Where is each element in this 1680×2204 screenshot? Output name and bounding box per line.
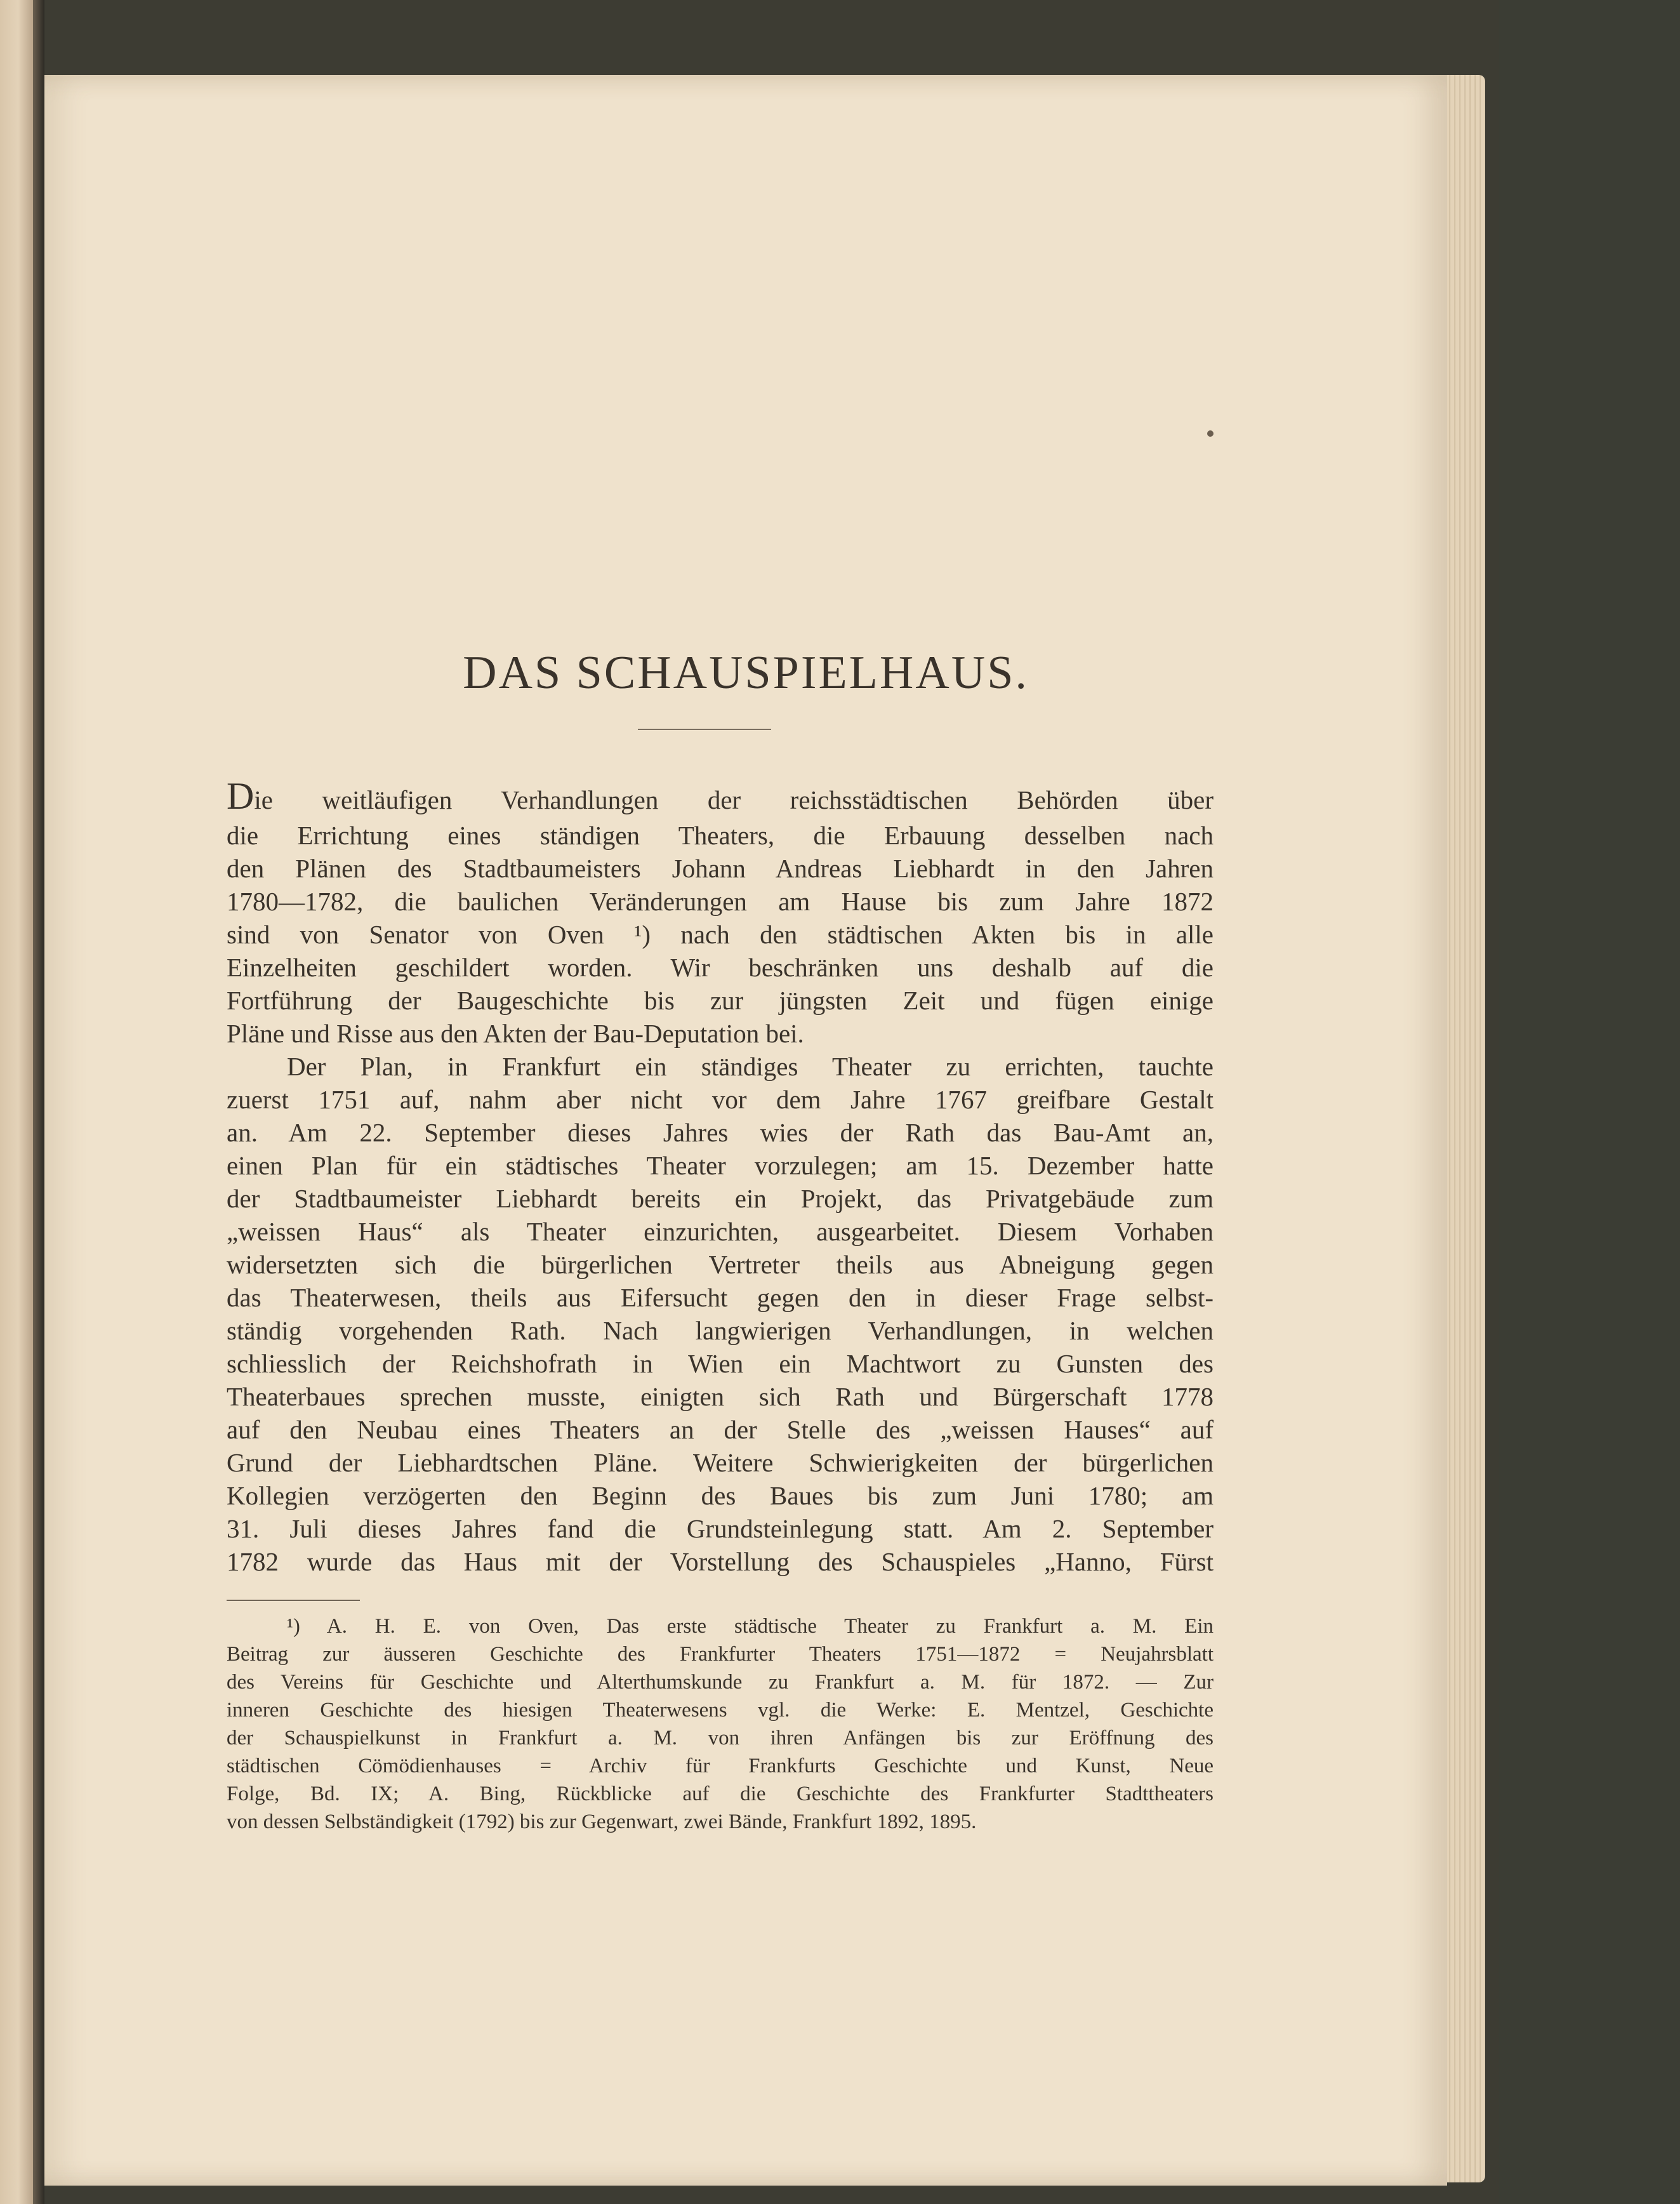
body-line: den Plänen des Stadtbaumeisters Johann Andreas Liebhardt in den Jahren — [227, 854, 1214, 883]
footnote-line-rest: A. H. E. von Oven, Das erste städtische Theater zu Frankfurt a. M. Ein — [326, 1615, 1214, 1638]
footnote-line: inneren Geschichte des hiesigen Theaterwesens vgl. die Werke: E. Mentzel, Geschichte — [227, 1699, 1214, 1722]
body-line: ständig vorgehenden Rath. Nach langwierigen Verhandlungen, in welchen — [227, 1316, 1214, 1345]
title-divider — [638, 729, 771, 730]
body-line: Kollegien verzögerten den Beginn des Baues bis zum Juni 1780; am — [227, 1481, 1214, 1510]
footnote-line: der Schauspielkunst in Frankfurt a. M. von ihren Anfängen bis zur Eröffnung des — [227, 1727, 1214, 1749]
body-line — [227, 775, 1214, 819]
body-line: Pläne und Risse aus den Akten der Bau-Deputation bei. — [227, 1019, 804, 1048]
body-line: Grund der Liebhardtschen Pläne. Weitere Schwierigkeiten der bürgerlichen — [227, 1448, 1214, 1477]
body-line-rest: ie weitläufigen Verhandlungen der reichsstädtischen Behörden über — [254, 785, 1214, 814]
left-page-edge — [0, 0, 33, 2204]
page-stack-edge — [1441, 75, 1485, 2182]
body-line: zuerst 1751 auf, nahm aber nicht vor dem Jahre 1767 greifbare Gestalt — [227, 1085, 1214, 1114]
body-line: Fortführung der Baugeschichte bis zur jüngsten Zeit und fügen einige — [227, 986, 1214, 1015]
drop-initial: D — [227, 775, 255, 817]
body-line: Einzelheiten geschildert worden. Wir beschränken uns deshalb auf die — [227, 953, 1214, 982]
footnote-marker: ¹) — [287, 1615, 300, 1638]
body-line: das Theaterwesen, theils aus Eifersucht gegen den in dieser Frage selbst- — [227, 1283, 1214, 1312]
body-line: Theaterbaues sprechen musste, einigten sich Rath und Bürgerschaft 1778 — [227, 1382, 1214, 1411]
body-text — [227, 775, 1214, 1578]
body-line: der Stadtbaumeister Liebhardt bereits ein Projekt, das Privatgebäude zum — [227, 1184, 1214, 1213]
body-line: sind von Senator von Oven ¹) nach den städtischen Akten bis in alle — [227, 920, 1214, 949]
book-cover-edge — [1499, 0, 1680, 2204]
footnotes — [227, 1612, 1214, 1836]
paper-speck — [1207, 430, 1214, 437]
body-line: einen Plan für ein städtisches Theater vorzulegen; am 15. Dezember hatte — [227, 1151, 1214, 1180]
footnote-line: Beitrag zur äusseren Geschichte des Frankfurter Theaters 1751—1872 = Neujahrsblatt — [227, 1643, 1214, 1666]
footnote-line: von dessen Selbständigkeit (1792) bis zur Gegenwart, zwei Bände, Frankfurt 1892, 1895. — [227, 1810, 977, 1833]
footnote-line: städtischen Cömödienhauses = Archiv für Frankfurts Geschichte und Kunst, Neue — [227, 1755, 1214, 1777]
body-line: die Errichtung eines ständigen Theaters, die Erbauung desselben nach — [227, 821, 1214, 850]
body-line: an. Am 22. September dieses Jahres wies der Rath das Bau-Amt an, — [227, 1118, 1214, 1147]
footnote-line: des Vereins für Geschichte und Alterthumskunde zu Frankfurt a. M. für 1872. — Zur — [227, 1671, 1214, 1694]
body-line: schliesslich der Reichshofrath in Wien ein Machtwort zu Gunsten des — [227, 1349, 1214, 1378]
footnote-line — [227, 1612, 1214, 1640]
body-line: „weissen Haus“ als Theater einzurichten, ausgearbeitet. Diesem Vorhaben — [227, 1217, 1214, 1246]
body-line: 1782 wurde das Haus mit der Vorstellung des Schauspieles „Hanno, Fürst — [227, 1547, 1214, 1576]
footnote-line: Folge, Bd. IX; A. Bing, Rückblicke auf die Geschichte des Frankfurter Stadttheaters — [227, 1782, 1214, 1805]
body-line: 31. Juli dieses Jahres fand die Grundsteinlegung statt. Am 2. September — [227, 1514, 1214, 1543]
body-line: widersetzten sich die bürgerlichen Vertreter theils aus Abneigung gegen — [227, 1250, 1214, 1279]
body-line: auf den Neubau eines Theaters an der Stelle des „weissen Hauses“ auf — [227, 1415, 1214, 1444]
book-gutter — [33, 0, 44, 2204]
body-line: Der Plan, in Frankfurt ein ständiges Theater zu errichten, tauchte — [287, 1052, 1214, 1081]
body-line: 1780—1782, die baulichen Veränderungen am Hause bis zum Jahre 1872 — [227, 887, 1214, 916]
page-title: DAS SCHAUSPIELHAUS. — [463, 647, 1029, 699]
footnote-divider — [227, 1600, 360, 1601]
